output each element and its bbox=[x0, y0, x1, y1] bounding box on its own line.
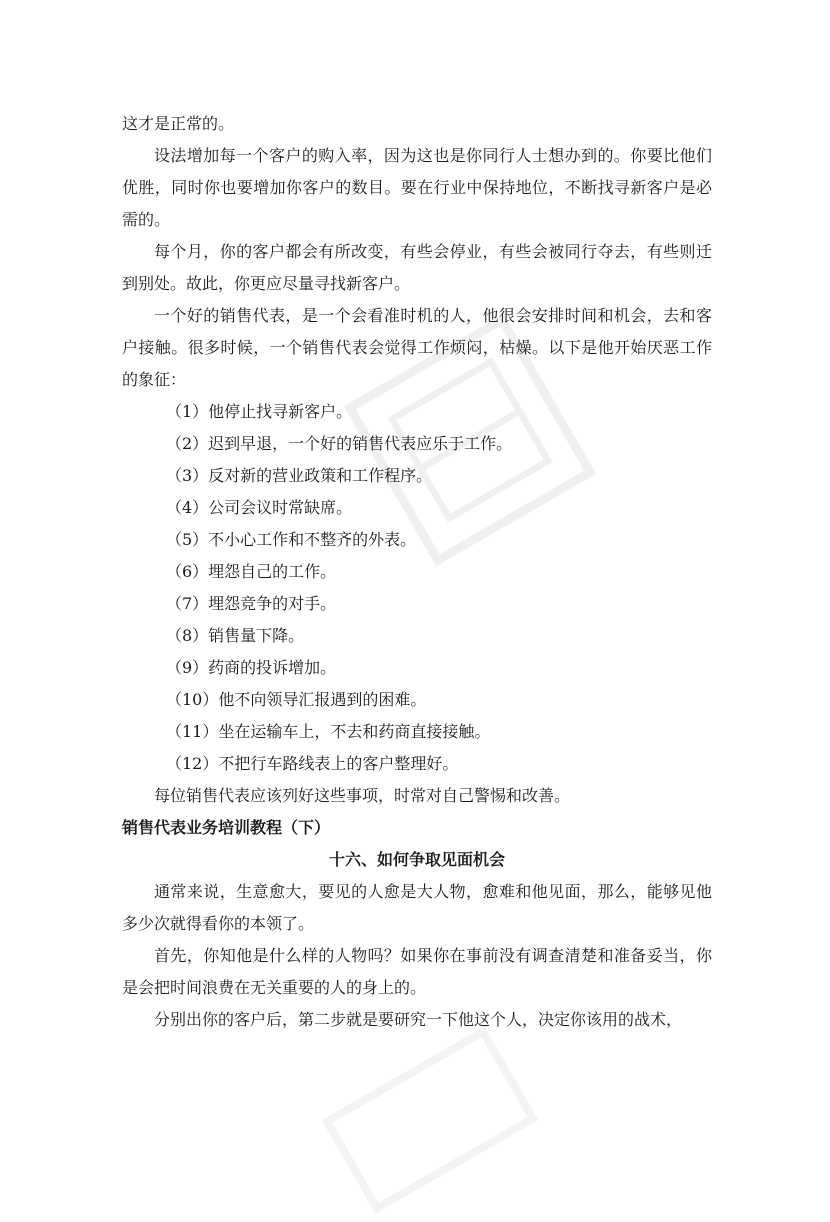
list-item: （11）坐在运输车上，不去和药商直接接触。 bbox=[166, 722, 491, 741]
section-title: 十六、如何争取见面机会 bbox=[328, 850, 505, 869]
paragraph: 通常来说，生意愈大，要见的人愈是大人物，愈难和他见面，那么，能够见他多少次就得看你的本领了。 bbox=[122, 882, 712, 933]
list-item: （5）不小心工作和不整齐的外表。 bbox=[166, 530, 417, 549]
list-item: （1）他停止找寻新客户。 bbox=[166, 402, 353, 421]
part-title: 销售代表业务培训教程（下） bbox=[122, 818, 331, 837]
list-item: （12）不把行车路线表上的客户整理好。 bbox=[166, 754, 459, 773]
list-item: （6）埋怨自己的工作。 bbox=[166, 562, 337, 581]
paragraph: 分别出你的客户后，第二步就是要研究一下他这个人，决定你该用的战术， bbox=[154, 1010, 683, 1029]
list-item: （7）埋怨竞争的对手。 bbox=[166, 594, 337, 613]
list-item: （9）药商的投诉增加。 bbox=[166, 658, 337, 677]
paragraph: 一个好的销售代表，是一个会看准时机的人，他很会安排时间和机会，去和客户接触。很多时候，一个销售代表会觉得工作烦闷，枯燥。以下是他开始厌恶工作的象征： bbox=[122, 306, 712, 389]
list-item: （2）迟到早退，一个好的销售代表应乐于工作。 bbox=[166, 434, 513, 453]
paragraph: 这才是正常的。 bbox=[122, 114, 235, 133]
paragraph: 设法增加每一个客户的购入率，因为这也是你同行人士想办到的。你要比他们优胜，同时你也要增加你客户的数目。要在行业中保持地位，不断找寻新客户是必需的。 bbox=[122, 146, 712, 229]
document-body bbox=[122, 108, 712, 1036]
closing-paragraph: 每位销售代表应该列好这些事项，时常对自己警惕和改善。 bbox=[154, 786, 571, 805]
list-item: （10）他不向领导汇报遇到的困难。 bbox=[166, 690, 427, 709]
watermark-logo-bottom bbox=[313, 1018, 546, 1222]
paragraph: 每个月，你的客户都会有所改变，有些会停业，有些会被同行夺去，有些则迁到别处。故此，你更应尽量寻找新客户。 bbox=[122, 242, 712, 293]
list-item: （8）销售量下降。 bbox=[166, 626, 305, 645]
paragraph: 首先，你知他是什么样的人物吗？如果你在事前没有调查清楚和准备妥当，你是会把时间浪费在无关重要的人的身上的。 bbox=[122, 946, 712, 997]
list-item: （3）反对新的营业政策和工作程序。 bbox=[166, 466, 433, 485]
list-item: （4）公司会议时常缺席。 bbox=[166, 498, 353, 517]
symptom-list bbox=[122, 396, 712, 780]
